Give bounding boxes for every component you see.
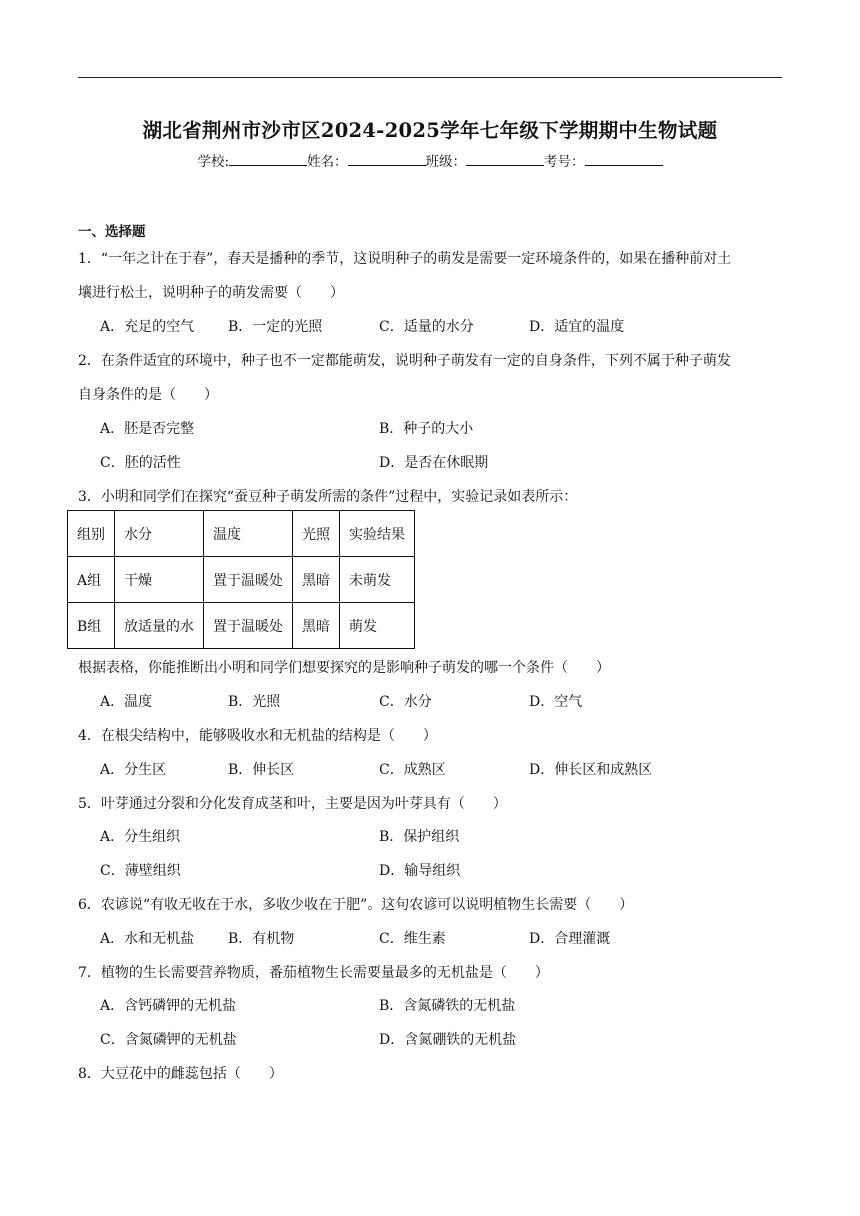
question-2-line-1: 2．在条件适宜的环境中，种子也不一定都能萌发，说明种子萌发有一定的自身条件，下列不属于种子萌发 xyxy=(78,353,731,369)
question-5-option-d: D．输导组织 xyxy=(379,863,461,879)
question-7-option-d: D．含氮硼铁的无机盐 xyxy=(379,1032,517,1048)
question-6-option-c: C．维生素 xyxy=(379,931,446,947)
question-2-line-2: 自身条件的是（ ） xyxy=(78,387,218,403)
table-header-cell: 实验结果 xyxy=(340,511,415,557)
page-title: 湖北省荆州市沙市区2024-2025学年七年级下学期期中生物试题 xyxy=(142,119,718,142)
table-cell: 放适量的水 xyxy=(115,603,204,649)
table-row xyxy=(68,557,415,603)
question-2-option-c: C．胚的活性 xyxy=(100,455,181,471)
question-7-option-c: C．含氮磷钾的无机盐 xyxy=(100,1032,237,1048)
table-cell: A组 xyxy=(68,557,115,603)
name-label: 姓名： xyxy=(307,154,348,170)
school-blank xyxy=(229,153,307,166)
question-4-option-d: D．伸长区和成熟区 xyxy=(529,762,653,778)
class-label: 班级： xyxy=(425,154,467,170)
table-cell: 黑暗 xyxy=(293,603,340,649)
question-1-option-c: C．适量的水分 xyxy=(379,319,474,335)
question-1-line-1: 1．“一年之计在于春”，春天是播种的季节，这说明种子的萌发是需要一定环境条件的，如果在播种前对土 xyxy=(78,251,732,267)
student-info-line xyxy=(0,150,860,170)
table-header-cell: 温度 xyxy=(204,511,293,557)
question-7-line-1: 7．植物的生长需要营养物质，番茄植物生长需要量最多的无机盐是（ ） xyxy=(78,965,549,981)
question-7-option-a: A．含钙磷钾的无机盐 xyxy=(100,998,237,1014)
question-1-option-b: B．一定的光照 xyxy=(228,319,323,335)
table-cell: 萌发 xyxy=(340,603,415,649)
question-5-option-b: B．保护组织 xyxy=(379,829,460,845)
question-6-option-d: D．合理灌溉 xyxy=(529,931,611,947)
question-3-option-a: A．温度 xyxy=(100,694,153,710)
exam-number-blank xyxy=(585,153,663,166)
question-1-option-d: D．适宜的温度 xyxy=(529,319,625,335)
table-header-cell: 光照 xyxy=(293,511,340,557)
question-2-option-d: D．是否在休眠期 xyxy=(379,455,489,471)
question-4-line-1: 4．在根尖结构中，能够吸收水和无机盐的结构是（ ） xyxy=(78,728,437,744)
question-4-option-a: A．分生区 xyxy=(100,762,167,778)
question-3-option-b: B．光照 xyxy=(228,694,281,710)
question-5-option-c: C．薄壁组织 xyxy=(100,863,181,879)
question-8-line-1: 8．大豆花中的雌蕊包括（ ） xyxy=(78,1066,283,1082)
question-5-line-1: 5．叶芽通过分裂和分化发育成茎和叶，主要是因为叶芽具有（ ） xyxy=(78,796,507,812)
question-5-option-a: A．分生组织 xyxy=(100,829,181,845)
question-2-option-b: B．种子的大小 xyxy=(379,421,474,437)
question-6-option-a: A．水和无机盐 xyxy=(100,931,195,947)
table-cell: B组 xyxy=(68,603,115,649)
question-3-option-c: C．水分 xyxy=(379,694,432,710)
table-header-cell: 水分 xyxy=(115,511,204,557)
question-6-line-1: 6．农谚说“有收无收在于水，多收少收在于肥”。这句农谚可以说明植物生长需要（ ） xyxy=(78,897,634,913)
table-header-cell: 组别 xyxy=(68,511,115,557)
experiment-table xyxy=(67,510,415,649)
question-1-option-a: A．充足的空气 xyxy=(100,319,195,335)
name-blank xyxy=(348,153,426,166)
question-7-option-b: B．含氮磷铁的无机盐 xyxy=(379,998,516,1014)
class-blank xyxy=(466,153,544,166)
table-cell: 干燥 xyxy=(115,557,204,603)
question-4-option-c: C．成熟区 xyxy=(379,762,446,778)
exam-number-label: 考号： xyxy=(544,154,585,170)
question-3-line-2: 根据表格，你能推断出小明和同学们想要探究的是影响种子萌发的哪一个条件（ ） xyxy=(78,660,610,676)
table-header-row xyxy=(68,511,415,557)
question-3-option-d: D．空气 xyxy=(529,694,583,710)
table-cell: 置于温暖处 xyxy=(204,603,293,649)
table-cell: 置于温暖处 xyxy=(204,557,293,603)
school-label: 学校: xyxy=(197,154,230,170)
question-3-line-1: 3．小明和同学们在探究“蚕豆种子萌发所需的条件”过程中，实验记录如表所示： xyxy=(78,489,578,505)
table-cell: 未萌发 xyxy=(340,557,415,603)
question-1-line-2: 壤进行松土，说明种子的萌发需要（ ） xyxy=(78,285,344,301)
question-2-option-a: A．胚是否完整 xyxy=(100,421,195,437)
header-rule xyxy=(78,77,782,78)
section-heading: 一、选择题 xyxy=(78,224,146,240)
question-4-option-b: B．伸长区 xyxy=(228,762,295,778)
question-6-option-b: B．有机物 xyxy=(228,931,295,947)
table-row xyxy=(68,603,415,649)
table-cell: 黑暗 xyxy=(293,557,340,603)
